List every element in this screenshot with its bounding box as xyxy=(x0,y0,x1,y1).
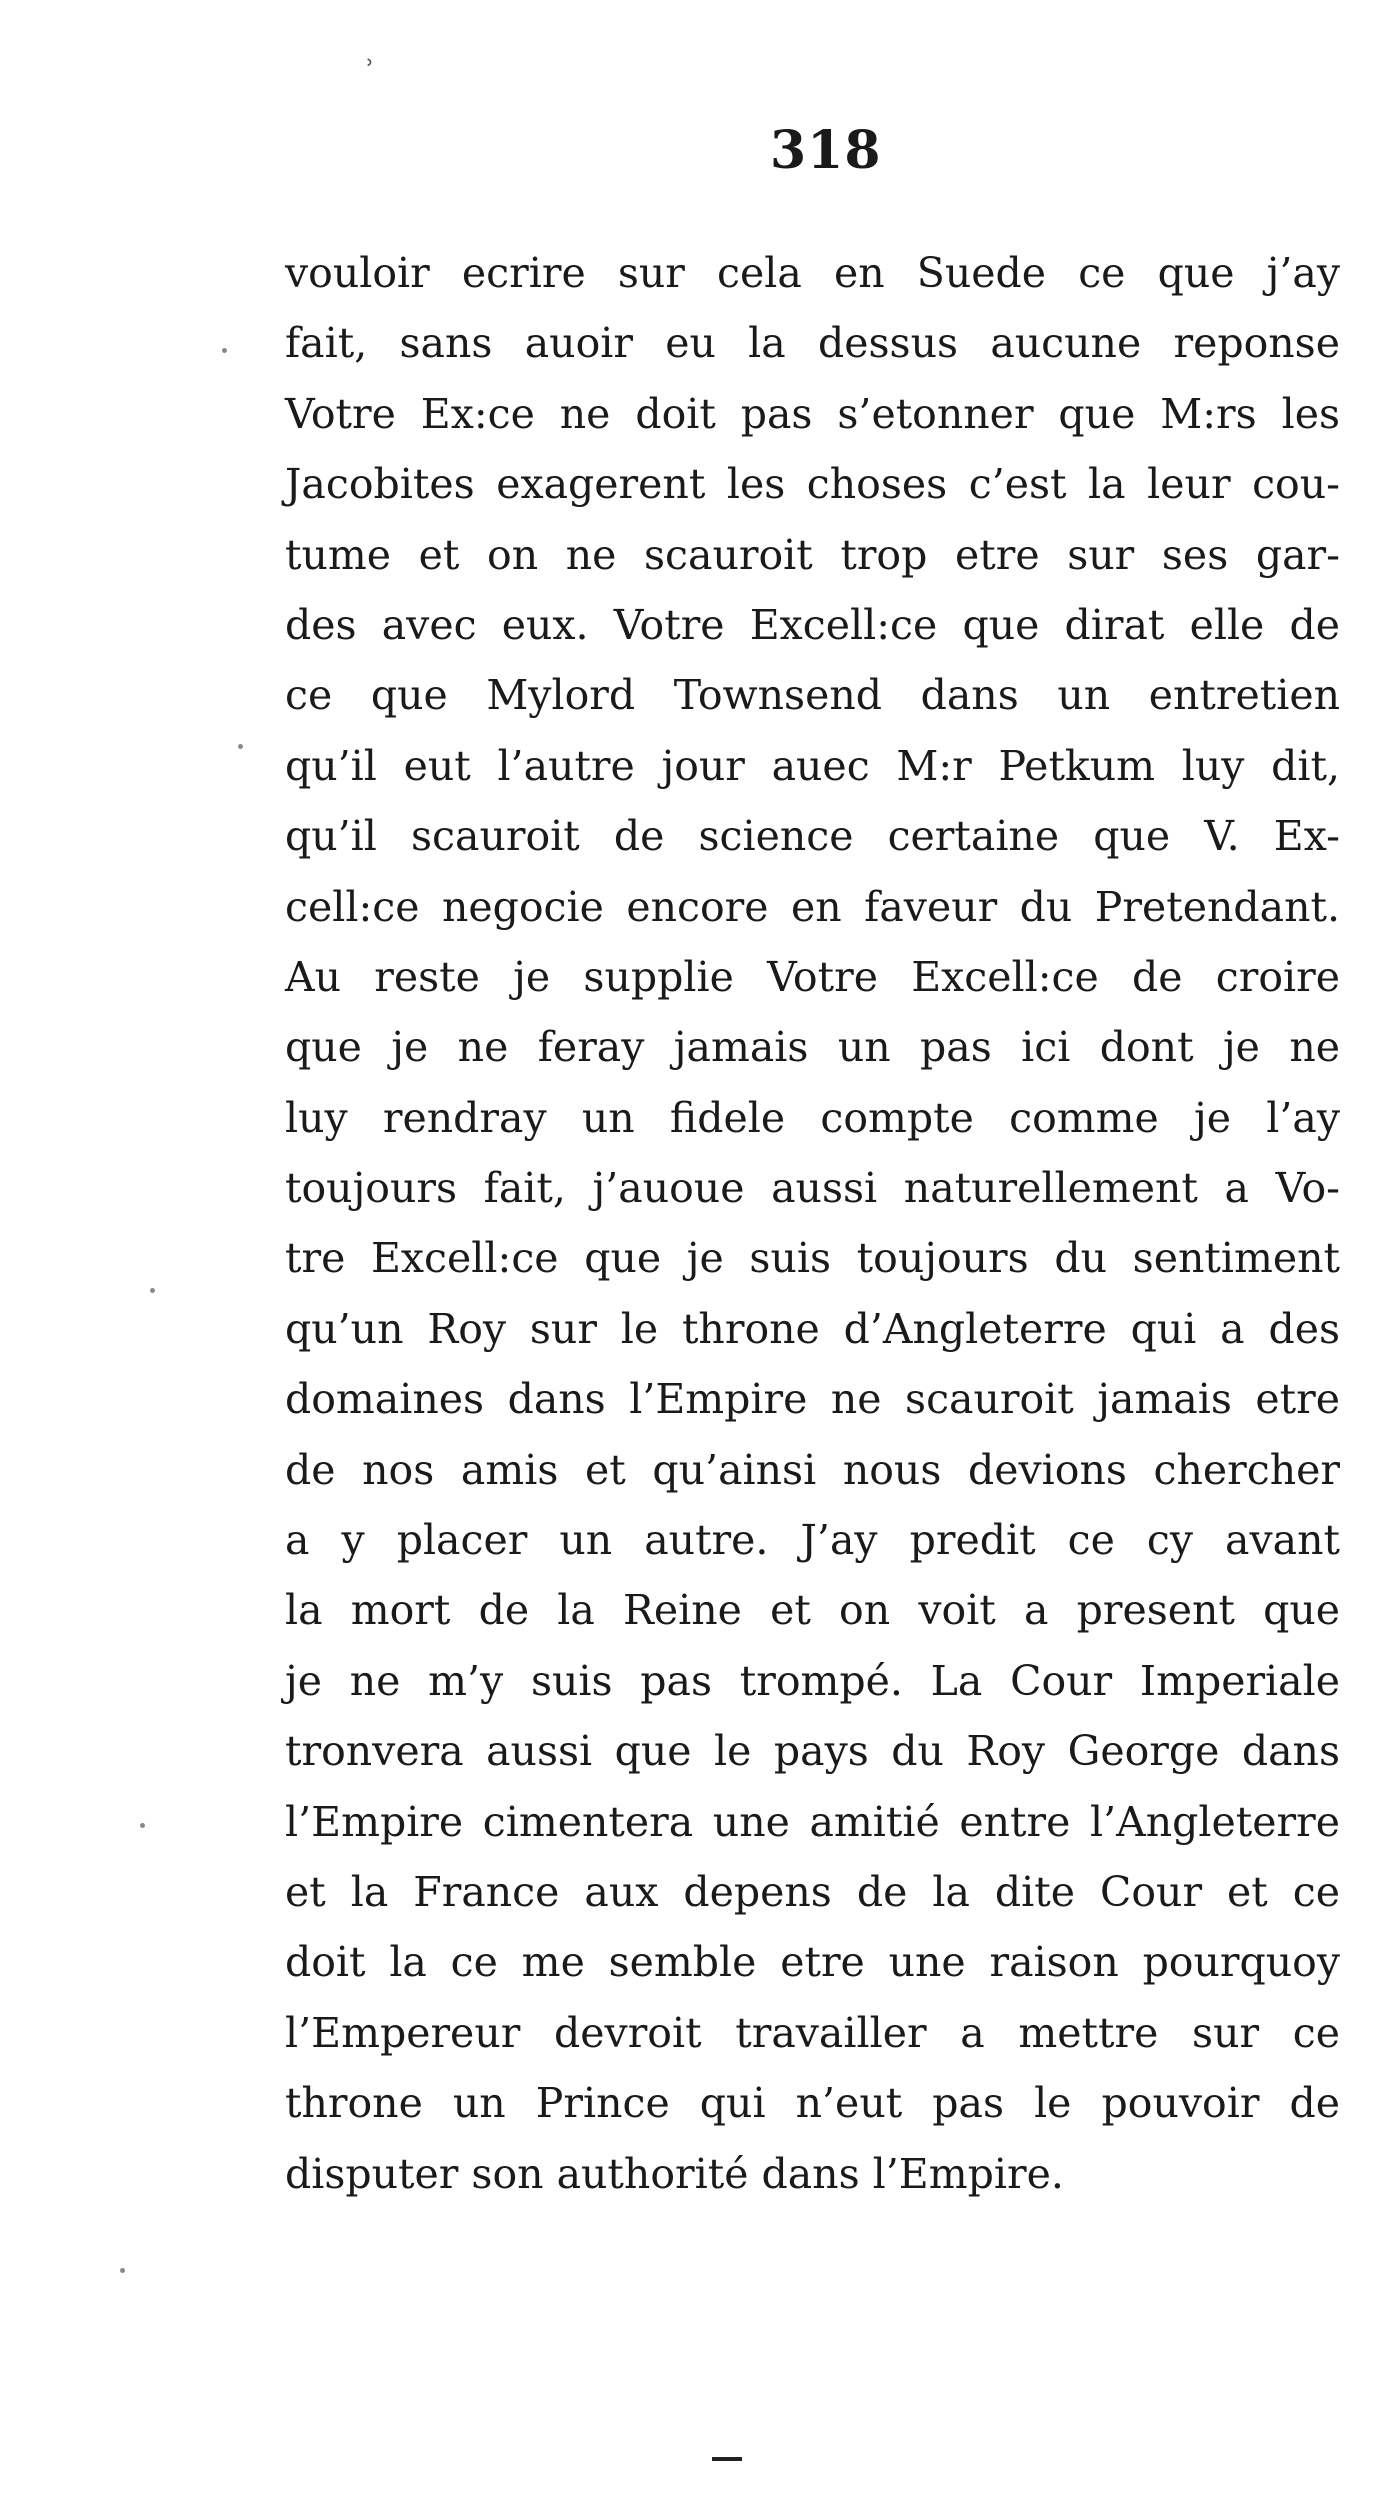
text-line: que je ne feray jamais un pas ici dont je ne xyxy=(285,1023,1340,1072)
text-line: des avec eux. Votre Excell:ce que dirat elle de xyxy=(285,600,1340,649)
scan-speck xyxy=(120,2268,125,2273)
text-line: ce que Mylord Townsend dans un entretien xyxy=(285,671,1340,720)
text-line: l’Empereur devroit travailler a mettre sur ce xyxy=(285,2008,1340,2057)
text-line: tronvera aussi que le pays du Roy George dans xyxy=(285,1727,1340,1776)
text-line: l’Empire cimentera une amitié entre l’Angleterre xyxy=(285,1797,1340,1846)
text-line: Au reste je supplie Votre Excell:ce de croire xyxy=(285,952,1340,1001)
text-line: qu’il eut l’autre jour auec M:r Petkum luy dit, xyxy=(285,741,1340,790)
text-line: et la France aux depens de la dite Cour et ce xyxy=(285,1867,1340,1916)
text-line: qu’un Roy sur le throne d’Angleterre qui a des xyxy=(285,1304,1340,1353)
text-line-final: disputer son authorité dans l’Empire. xyxy=(285,2149,1064,2198)
text-line: tre Excell:ce que je suis toujours du sentiment xyxy=(285,1234,1340,1283)
body-text xyxy=(285,238,1340,2209)
scan-speck xyxy=(150,1288,155,1293)
top-corner-mark: ʾ xyxy=(366,54,375,87)
text-line: doit la ce me semble etre une raison pourquoy xyxy=(285,1938,1340,1987)
text-line: tume et on ne scauroit trop etre sur ses gar- xyxy=(285,530,1340,579)
text-line: je ne m’y suis pas trompé. La Cour Imperiale xyxy=(285,1656,1340,1705)
text-line: a y placer un autre. J’ay predit ce cy avant xyxy=(285,1516,1340,1565)
scan-speck xyxy=(238,744,243,749)
page-number: 318 xyxy=(770,120,882,181)
footer-dash xyxy=(712,2457,742,2461)
text-line: vouloir ecrire sur cela en Suede ce que j’ay xyxy=(285,249,1340,297)
scan-speck xyxy=(222,348,227,353)
text-line: toujours fait, j’auoue aussi naturellement a Vo- xyxy=(285,1164,1340,1213)
text-line: qu’il scauroit de science certaine que V. Ex- xyxy=(285,812,1340,861)
text-line: la mort de la Reine et on voit a present que xyxy=(285,1586,1340,1635)
text-line: domaines dans l’Empire ne scauroit jamais etre xyxy=(285,1375,1340,1424)
text-line: cell:ce negocie encore en faveur du Pretendant. xyxy=(285,882,1340,931)
scan-speck xyxy=(140,1823,145,1828)
text-line: Votre Ex:ce ne doit pas s’etonner que M:rs les xyxy=(285,389,1340,438)
text-line: throne un Prince qui n’eut pas le pouvoir de xyxy=(285,2079,1340,2128)
text-line: fait, sans auoir eu la dessus aucune reponse xyxy=(285,319,1340,368)
text-line: Jacobites exagerent les choses c’est la leur cou- xyxy=(285,460,1340,509)
text-line: de nos amis et qu’ainsi nous devions chercher xyxy=(285,1445,1340,1494)
text-line: luy rendray un fidele compte comme je l’ay xyxy=(285,1093,1340,1142)
